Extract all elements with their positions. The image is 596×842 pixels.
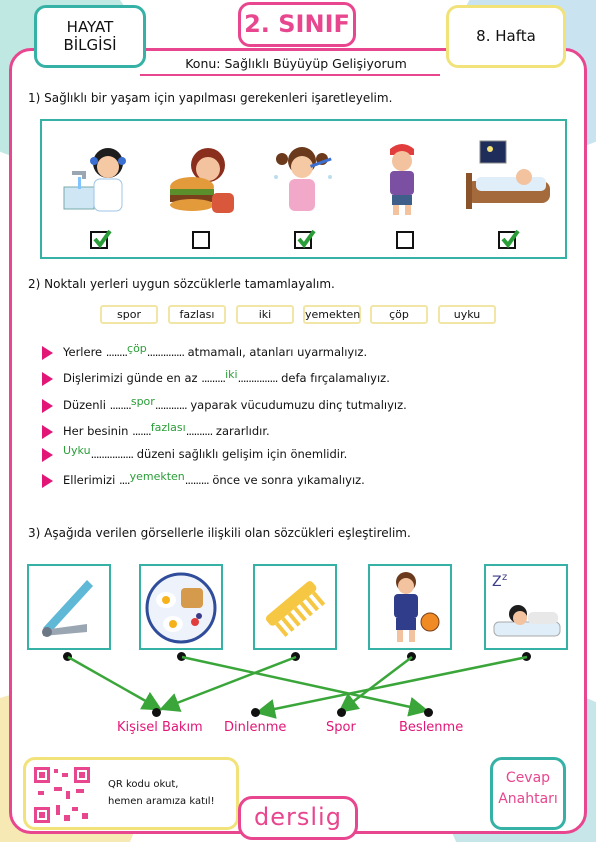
match-dot[interactable] xyxy=(251,708,260,717)
fill-sentence: Düzenli ........spor............ yaparak vücudumuzu dinç tutmalıyız. xyxy=(42,396,407,414)
fill-sentence: Uyku................ düzeni sağlıklı gelişim için önemlidir. xyxy=(42,445,347,463)
question-2: 2) Noktalı yerleri uygun sözcüklerle tamamlayalım. xyxy=(28,277,335,291)
match-dot[interactable] xyxy=(337,708,346,717)
answer-text: spor xyxy=(130,395,155,408)
svg-text:z: z xyxy=(502,572,508,583)
subject-line1: HAYAT xyxy=(66,18,114,36)
brand-logo: derslig xyxy=(238,796,358,840)
qr-box[interactable] xyxy=(23,757,239,830)
week-label: 8. Hafta xyxy=(476,27,536,45)
qr-caption: QR kodu okut, hemen aramıza katıl! xyxy=(108,779,215,807)
question-1: 1) Sağlıklı bir yaşam için yapılması gerekenleri işaretleyelim. xyxy=(28,91,393,105)
subject-line2: BİLGİSİ xyxy=(63,36,117,54)
word-chip: iki xyxy=(236,305,294,324)
fill-sentence: Her besinin .......fazlası.......... zararlıdır. xyxy=(42,422,270,440)
svg-text:Z: Z xyxy=(492,574,502,590)
answer-text: fazlası xyxy=(150,421,186,434)
word-chip: spor xyxy=(100,305,158,324)
topic-title: Konu: Sağlıklı Büyüyüp Gelişiyorum xyxy=(185,56,407,71)
word-chip: yemekten xyxy=(303,305,361,324)
fill-sentence: Dişlerimizi günde en az .........iki............... defa fırçalamalıyız. xyxy=(42,369,390,387)
word-chip: çöp xyxy=(370,305,428,324)
answer-text: iki xyxy=(225,368,238,381)
answer-text: yemekten xyxy=(129,470,185,483)
question-3: 3) Aşağıda verilen görsellerle ilişkili olan sözcükleri eşleştirelim. xyxy=(28,526,411,540)
fill-sentence: Ellerimizi ....yemekten......... önce ve sonra yıkamalıyız. xyxy=(42,471,365,489)
match-label: Dinlenme xyxy=(224,720,287,735)
match-dot[interactable] xyxy=(152,708,161,717)
match-dot[interactable] xyxy=(424,708,433,717)
answer-text: çöp xyxy=(127,342,147,355)
grade-label: 2. SINIF xyxy=(244,10,350,38)
answer-key-badge: Cevap Anahtarı xyxy=(490,757,566,830)
match-label: Kişisel Bakım xyxy=(117,720,203,735)
qr-code-icon xyxy=(32,765,92,825)
answer-text: Uyku xyxy=(63,444,91,457)
word-chip: uyku xyxy=(438,305,496,324)
match-label: Spor xyxy=(326,720,356,735)
match-label: Beslenme xyxy=(399,720,464,735)
fill-sentence: Yerlere ........çöp.............. atmamalı, atanları uyarmalıyız. xyxy=(42,343,367,361)
word-chip: fazlası xyxy=(168,305,226,324)
